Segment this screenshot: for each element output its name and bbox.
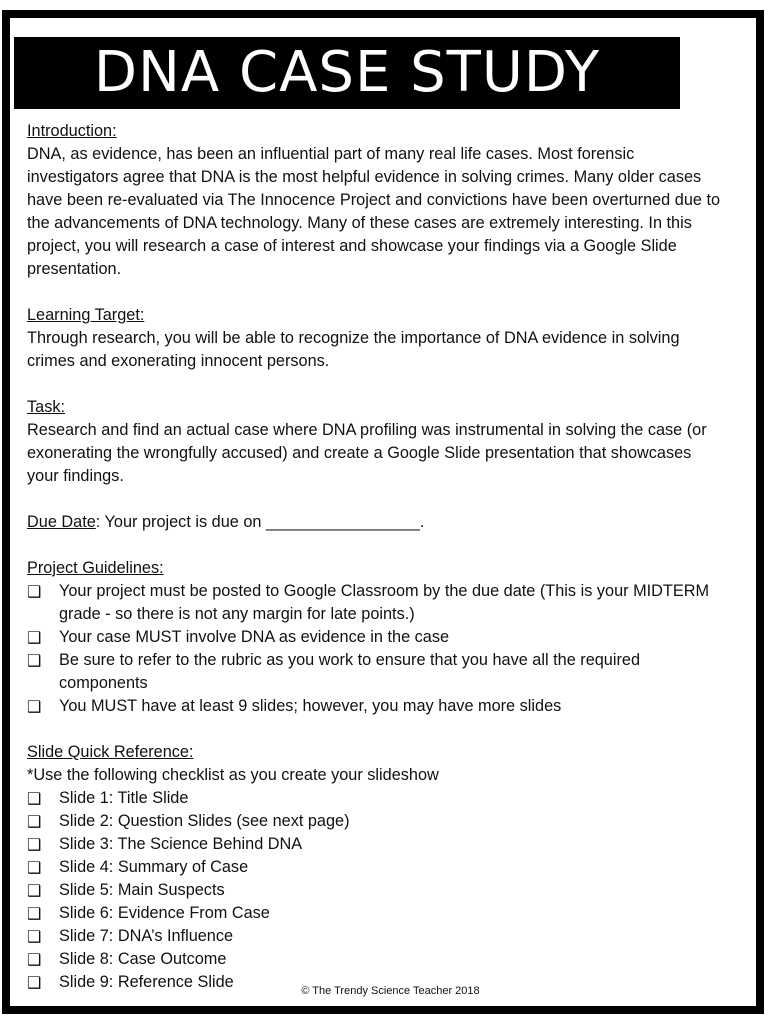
slide-item-text: Slide 4: Summary of Case bbox=[59, 858, 249, 876]
due-date-line bbox=[27, 511, 727, 534]
task-heading: Task: bbox=[27, 398, 65, 416]
slide-item-text: Slide 8: Case Outcome bbox=[59, 950, 227, 968]
slide-reference-note: *Use the following checklist as you create your slideshow bbox=[27, 766, 439, 784]
learning-target-heading: Learning Target: bbox=[27, 306, 145, 324]
checkbox-icon[interactable]: ❑ bbox=[27, 973, 42, 992]
checkbox-icon[interactable]: ❑ bbox=[27, 927, 42, 946]
slide-item-text: Slide 1: Title Slide bbox=[59, 789, 189, 807]
slide-item-text: Slide 2: Question Slides (see next page) bbox=[59, 812, 350, 830]
spacer bbox=[27, 488, 727, 511]
slide-item bbox=[27, 948, 727, 971]
checkbox-icon[interactable]: ❑ bbox=[27, 789, 42, 808]
slide-item bbox=[27, 833, 727, 856]
slide-item-text: Slide 5: Main Suspects bbox=[59, 881, 225, 899]
checkbox-icon[interactable]: ❑ bbox=[27, 812, 42, 831]
checkbox-icon[interactable]: ❑ bbox=[27, 858, 42, 877]
due-date-label: Due Date bbox=[27, 513, 96, 531]
task-text: Research and find an actual case where DNA profiling was instrumental in solving the case (or exonerating the wrongfully accused) and create a Google Slide presentation that showcases your findings. bbox=[27, 421, 707, 485]
checkbox-icon[interactable]: ❑ bbox=[27, 904, 42, 923]
introduction-text: DNA, as evidence, has been an influential part of many real life cases. Most forensic investigators agree that DNA is the most helpful evidence in solving crimes. Many older cases have been re-evaluated via The Innocence Project and convictions have been overturned due to the advancements of DNA technology. Many of these cases are extremely interesting. In this project, you will research a case of interest and showcase your findings via a Google Slide presentation. bbox=[27, 145, 721, 278]
guidelines-heading: Project Guidelines: bbox=[27, 559, 164, 577]
slide-item bbox=[27, 856, 727, 879]
checkbox-icon[interactable]: ❑ bbox=[27, 697, 42, 716]
guideline-text: Be sure to refer to the rubric as you work to ensure that you have all the required components bbox=[59, 651, 641, 692]
slide-item-text: Slide 9: Reference Slide bbox=[59, 973, 234, 991]
guideline-item bbox=[27, 649, 727, 695]
checkbox-icon[interactable]: ❑ bbox=[27, 651, 42, 670]
spacer bbox=[27, 718, 727, 741]
guideline-item bbox=[27, 626, 727, 649]
slide-item-text: Slide 7: DNA’s Influence bbox=[59, 927, 234, 945]
slide-item bbox=[27, 902, 727, 925]
guideline-item bbox=[27, 580, 727, 626]
slide-item-text: Slide 3: The Science Behind DNA bbox=[59, 835, 303, 853]
slide-item-text: Slide 6: Evidence From Case bbox=[59, 904, 270, 922]
introduction-heading: Introduction: bbox=[27, 122, 117, 140]
due-date-text: : Your project is due on _________________. bbox=[95, 513, 425, 531]
slide-item bbox=[27, 810, 727, 833]
slide-item bbox=[27, 787, 727, 810]
checkbox-icon[interactable]: ❑ bbox=[27, 881, 42, 900]
checkbox-icon[interactable]: ❑ bbox=[27, 950, 42, 969]
slide-reference-heading: Slide Quick Reference: bbox=[27, 743, 194, 761]
spacer bbox=[27, 373, 727, 396]
slide-item bbox=[27, 879, 727, 902]
guideline-text: Your case MUST involve DNA as evidence in the case bbox=[59, 628, 450, 646]
spacer bbox=[27, 281, 727, 304]
checkbox-icon[interactable]: ❑ bbox=[27, 835, 42, 854]
slide-checklist bbox=[27, 787, 727, 994]
document-body bbox=[27, 120, 727, 994]
copyright-footer: © The Trendy Science Teacher 2018 bbox=[301, 985, 480, 997]
checkbox-icon[interactable]: ❑ bbox=[27, 628, 42, 647]
guideline-text: You MUST have at least 9 slides; however, you may have more slides bbox=[59, 697, 562, 715]
learning-target-text: Through research, you will be able to recognize the importance of DNA evidence in solving crimes and exonerating innocent persons. bbox=[27, 329, 680, 370]
guideline-item bbox=[27, 695, 727, 718]
slide-item bbox=[27, 925, 727, 948]
checkbox-icon[interactable]: ❑ bbox=[27, 582, 42, 601]
guidelines-checklist bbox=[27, 580, 727, 718]
spacer bbox=[27, 534, 727, 557]
guideline-text: Your project must be posted to Google Classroom by the due date (This is your MIDTERM grade - so there is not any margin for late points.) bbox=[59, 582, 710, 623]
page-title: DNA CASE STUDY bbox=[14, 37, 680, 109]
